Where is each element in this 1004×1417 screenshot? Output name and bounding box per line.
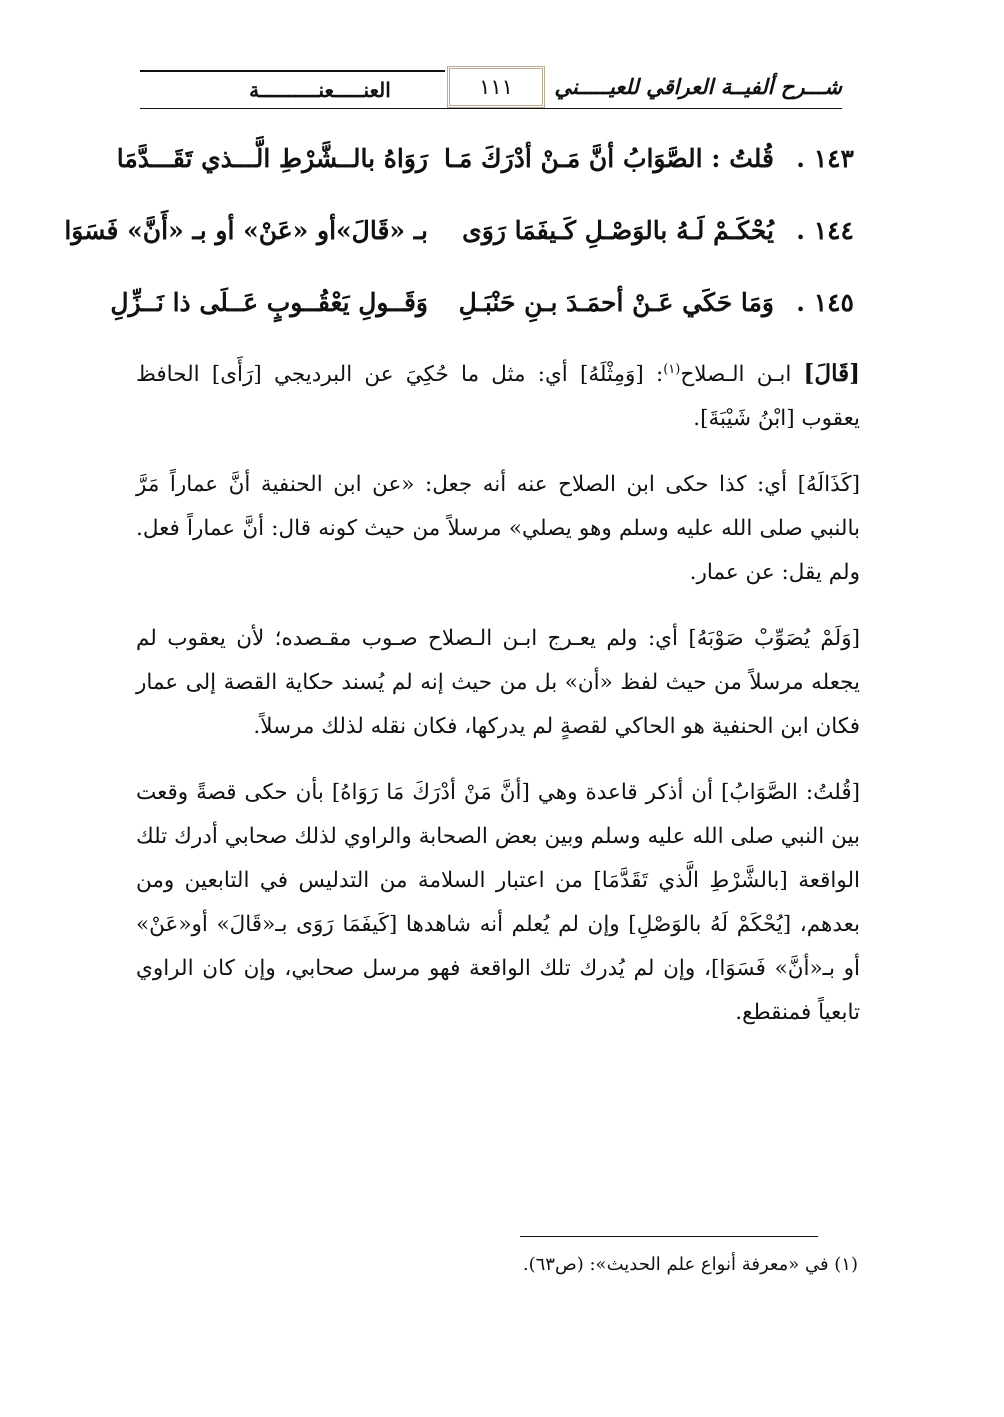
book-title: شـــرح ألفيــة العراقي للعيـــــني: [554, 74, 842, 99]
verse-block: [64, 138, 854, 354]
paragraph-1: [136, 348, 860, 441]
verse-number: ١٤٥ .: [796, 288, 854, 317]
verse-143: [116, 138, 854, 210]
verse-second-hemistich: وَقَــولِ يَعْقُــوبٍ عَــلَى ذا نَــزِّلِ: [110, 288, 428, 317]
verse-144: [64, 210, 854, 282]
verse-number: ١٤٣ .: [796, 144, 854, 173]
paragraph-4: [قُلتُ: الصَّوَابُ] أن أذكر قاعدة وهي [أنَّ مَنْ أدْرَكَ مَا رَوَاهُ] بأن حكى قصةً وقعت بين النبي صلى الله عليه وسلم وبين بعض الصحابة والراوي لذلك صحابي أدرك تلك الواقعة [بالشَّرْطِ الَّذي تَقَدَّمَا] من اعتبار السلامة من التدليس في التابعين ومن بعدهم، [يُحْكَمْ لَهُ بالوَصْلِ] وإن لم يُعلم أنه شاهدها [كَيفَمَا رَوَى بـ«قَالَ» أو«عَنْ» أو بـ«أنَّ» فَسَوَا]، وإن لم يُدرك تلك الواقعة فهو مرسل صحابي، وإن كان الراوي تابعياً فمنقطع.: [136, 780, 860, 1026]
commentary-body: [136, 348, 860, 1057]
footnote-ref[interactable]: (١): [663, 362, 681, 377]
chapter-title: العنـــــعنــــــــــة: [249, 78, 391, 102]
paragraph-1-lead: [قَالَ]: [803, 360, 860, 388]
page-header: [140, 62, 842, 114]
verse-second-hemistich: بـ «قَالَ»أو «عَنْ» أو بـ «أَنَّ» فَسَوَا: [64, 216, 428, 245]
verse-second-hemistich: رَوَاهُ بالــشَّرْطِ الَّـــذي تَقَـــدَّمَا: [116, 144, 428, 173]
verse-145: [110, 282, 854, 354]
header-rule-bottom: [140, 108, 842, 109]
verse-first-hemistich: وَمَا حَكَي عَـنْ أحمَـدَ بـنِ حَنْبَـلِ: [458, 288, 774, 317]
verse-first-hemistich: يُحْكَـمْ لَـهُ بالوَصْـلِ كَـيفَمَا رَوَى: [462, 216, 774, 245]
paragraph-1-text: ابـن الـصلاح: [680, 362, 804, 388]
verse-first-hemistich: قُلتُ : الصَّوَابُ أنَّ مَـنْ أدْرَكَ مَـا: [443, 144, 774, 173]
paragraph-3: [وَلَمْ يُصَوِّبْ صَوْبَهُ] أي: ولم يعـرج ابـن الـصلاح صـوب مقـصده؛ لأن يعقوب لم يجعله مرسلاً من حيث لفظ «أن» بل من حيث إنه لم يُسند حكاية القصة إلى عمار فكان ابن الحنفية هو الحاكي لقصةٍ لم يدركها، فكان نقله لذلك مرسلاً.: [136, 626, 860, 740]
verse-number: ١٤٤ .: [796, 216, 854, 245]
paragraph-2: [كَذَالَهُ] أي: كذا حكى ابن الصلاح عنه أنه جعل: «عن ابن الحنفية أنَّ عماراً مَرَّ بالنبي صلى الله عليه وسلم وهو يصلي» مرسلاً من حيث كونه قال: أنَّ عماراً فعل. ولم يقل: عن عمار.: [136, 472, 860, 586]
page-number: ١١١: [447, 66, 545, 108]
paragraph-1-rest: : [وَمِثْلَهُ] أي: مثل ما حُكِيَ عن البرديجي [رَأَى] الحافظ يعقوب [ابْنُ شَيْبَةَ].: [136, 362, 860, 432]
header-rule-top: [140, 70, 445, 72]
footnote: (١) في «معرفة أنواع علم الحديث»: (ص٦٣).: [522, 1254, 858, 1275]
footnote-rule: [520, 1236, 818, 1237]
